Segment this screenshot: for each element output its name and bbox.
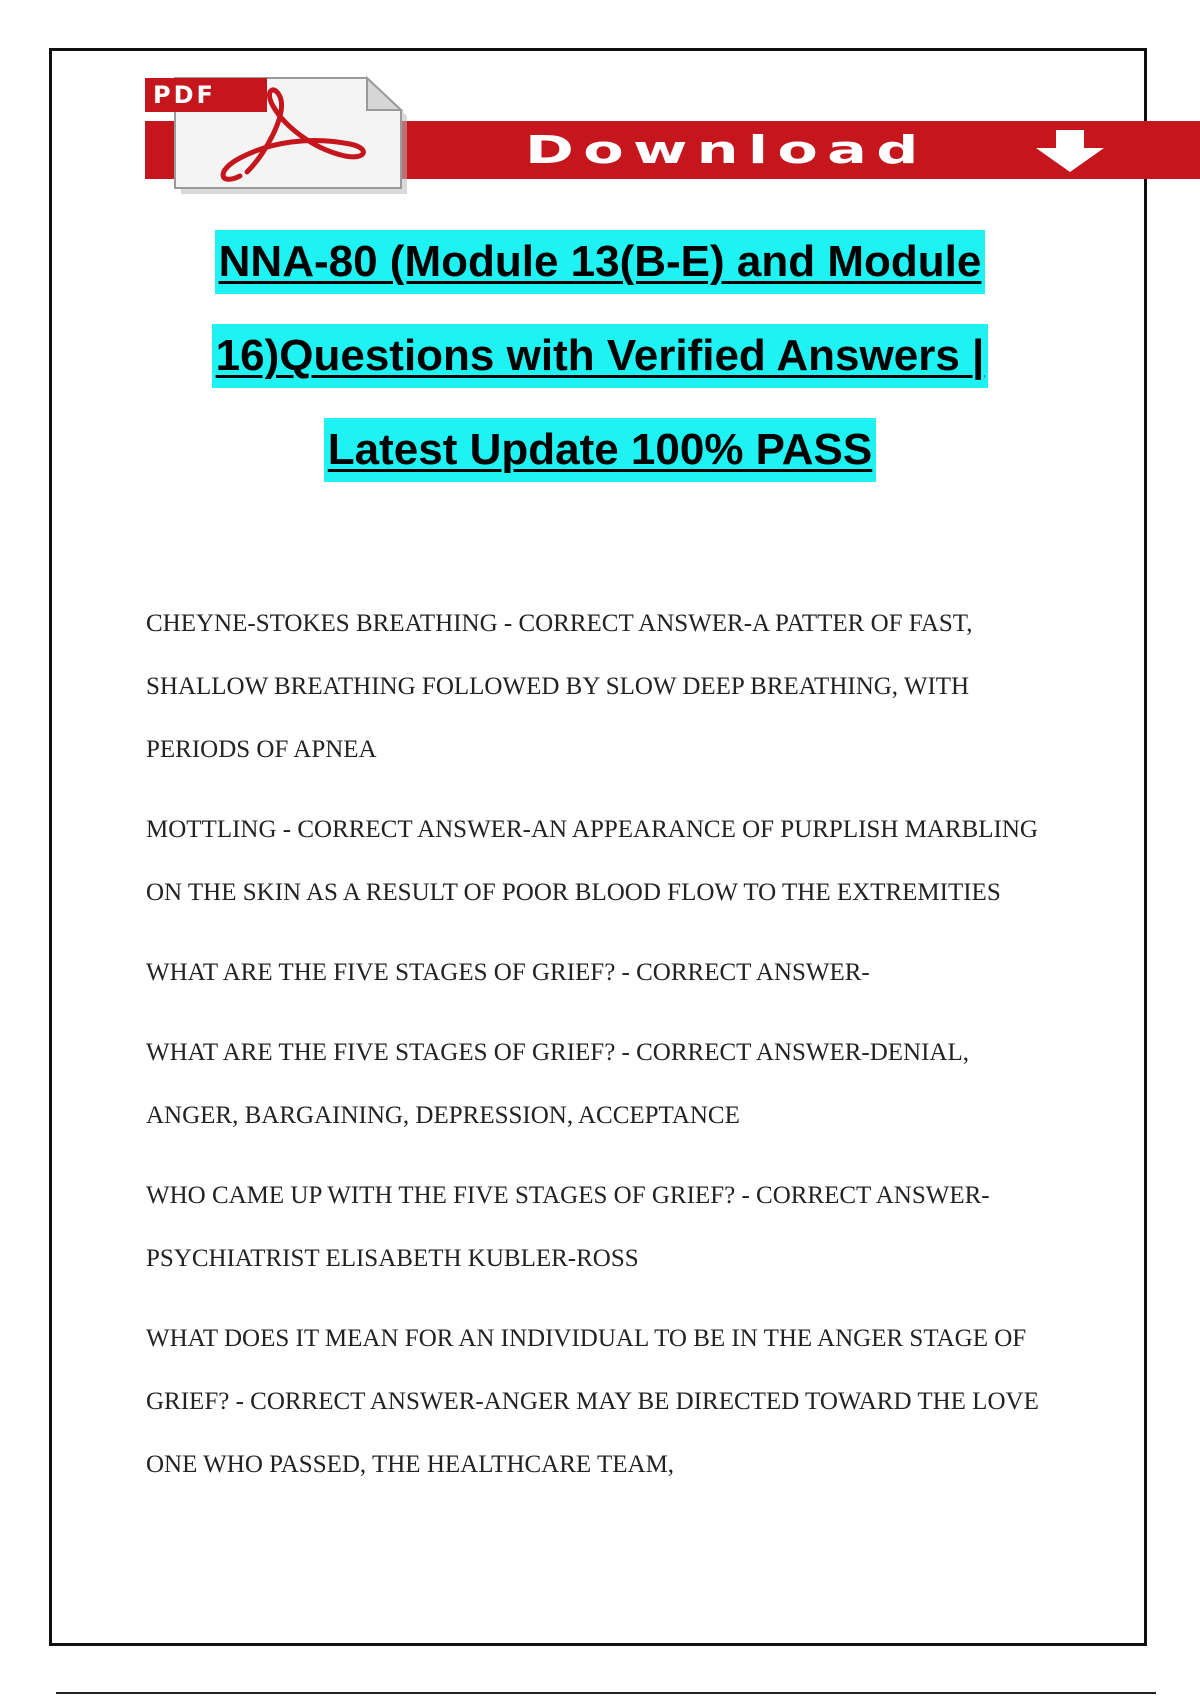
qa-item: WHAT ARE THE FIVE STAGES OF GRIEF? - CORRECT ANSWER-DENIAL, ANGER, BARGAINING, DEPRESSION, ACCEPTANCE — [146, 1039, 970, 1129]
download-banner[interactable] — [145, 76, 1200, 194]
title-line-1: NNA-80 (Module 13(B-E) and Module — [215, 230, 986, 294]
qa-item: WHAT DOES IT MEAN FOR AN INDIVIDUAL TO BE IN THE ANGER STAGE OF GRIEF? - CORRECT ANSWER-ANGER MAY BE DIRECTED TOWARD THE LOVE ONE WHO PASSED, THE HEALTHCARE TEAM, — [146, 1325, 1039, 1478]
bottom-divider — [56, 1692, 1156, 1694]
qa-item: MOTTLING - CORRECT ANSWER-AN APPEARANCE OF PURPLISH MARBLING ON THE SKIN AS A RESULT OF POOR BLOOD FLOW TO THE EXTREMITIES — [146, 816, 1038, 906]
qa-list — [146, 592, 1046, 1513]
title-line-2: 16)Questions with Verified Answers | — [212, 324, 989, 388]
pdf-badge-text: PDF — [153, 81, 216, 109]
download-arrow-icon[interactable] — [1030, 128, 1110, 174]
document-title — [60, 230, 1140, 512]
qa-item: WHAT ARE THE FIVE STAGES OF GRIEF? - CORRECT ANSWER- — [146, 959, 870, 986]
qa-item: WHO CAME UP WITH THE FIVE STAGES OF GRIEF? - CORRECT ANSWER-PSYCHIATRIST ELISABETH KUBLER-ROSS — [146, 1182, 990, 1272]
download-label[interactable]: Download — [525, 128, 928, 172]
title-line-3: Latest Update 100% PASS — [324, 418, 876, 482]
qa-item: CHEYNE-STOKES BREATHING - CORRECT ANSWER-A PATTER OF FAST, SHALLOW BREATHING FOLLOWED BY SLOW DEEP BREATHING, WITH PERIODS OF APNEA — [146, 610, 973, 763]
